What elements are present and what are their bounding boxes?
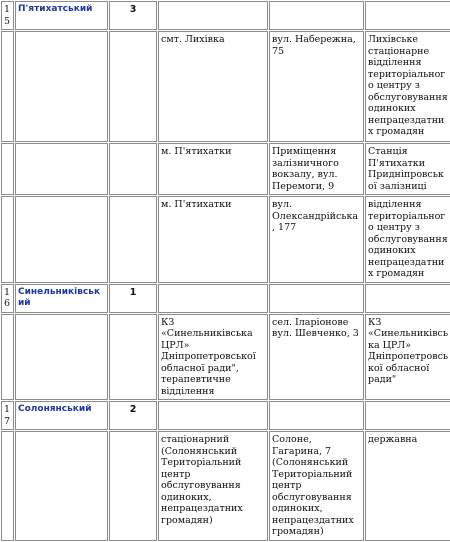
empty-cell xyxy=(15,314,108,401)
institution-cell: державна xyxy=(365,431,450,541)
address-cell: вул. Олександрійська, 177 xyxy=(269,196,364,283)
settlement-cell: стаціонарний (Солонянський Територіальний центр обслуговування одиноких, непрацездатних громадян) xyxy=(158,431,268,541)
settlement-cell: смт. Лихівка xyxy=(158,31,268,142)
district-name[interactable]: Солонянський xyxy=(15,401,108,430)
institution-cell: відділення територіального центру з обслуговування одиноких непрацездатних громадян xyxy=(365,196,450,283)
empty-cell xyxy=(1,196,14,283)
district-name[interactable]: Синельниківський xyxy=(15,284,108,313)
empty-cell xyxy=(269,284,364,313)
district-name[interactable]: П'ятихатський xyxy=(15,1,108,30)
district-number: 17 xyxy=(1,401,14,430)
empty-cell xyxy=(109,196,157,283)
settlement-cell: м. П'ятихатки xyxy=(158,196,268,283)
district-number: 15 xyxy=(1,1,14,30)
settlement-cell: КЗ «Синельниківська ЦРЛ» Дніпропетровської обласної ради", терапевтичне відділення xyxy=(158,314,268,401)
empty-cell xyxy=(1,431,14,541)
address-cell: сел. Іларіонове вул. Шевченко, 3 xyxy=(269,314,364,401)
institution-cell: КЗ «Синельниківська ЦРЛ» Дніпропетровської обласної ради" xyxy=(365,314,450,401)
empty-cell xyxy=(365,1,450,30)
address-cell: вул. Набережна, 75 xyxy=(269,31,364,142)
institution-cell: Лихівське стаціонарне відділення територіального центру з обслуговування одиноких непрацездатних громадян xyxy=(365,31,450,142)
empty-cell xyxy=(109,431,157,541)
empty-cell xyxy=(1,31,14,142)
empty-cell xyxy=(365,284,450,313)
district-count: 1 xyxy=(109,284,157,313)
table-row xyxy=(1,314,450,401)
district-row xyxy=(1,284,450,313)
empty-cell xyxy=(109,314,157,401)
institution-cell: Станція П'ятихатки Придніпровської залізниці xyxy=(365,143,450,195)
district-count: 2 xyxy=(109,401,157,430)
empty-cell xyxy=(269,1,364,30)
address-cell: Солоне, Гагарина, 7 (Солонянський Територіальний центр обслуговування одиноких, непрацездатних громадян) xyxy=(269,431,364,541)
district-number: 16 xyxy=(1,284,14,313)
empty-cell xyxy=(15,431,108,541)
empty-cell xyxy=(269,401,364,430)
district-row xyxy=(1,401,450,430)
table-row xyxy=(1,143,450,195)
empty-cell xyxy=(158,1,268,30)
district-row xyxy=(1,1,450,30)
empty-cell xyxy=(15,143,108,195)
empty-cell xyxy=(1,143,14,195)
empty-cell xyxy=(1,314,14,401)
empty-cell xyxy=(15,196,108,283)
empty-cell xyxy=(109,143,157,195)
district-count: 3 xyxy=(109,1,157,30)
empty-cell xyxy=(158,284,268,313)
empty-cell xyxy=(365,401,450,430)
address-cell: Приміщення залізничного вокзалу, вул. Перемоги, 9 xyxy=(269,143,364,195)
empty-cell xyxy=(158,401,268,430)
table-row xyxy=(1,196,450,283)
table-row xyxy=(1,31,450,142)
empty-cell xyxy=(109,31,157,142)
settlement-cell: м. П'ятихатки xyxy=(158,143,268,195)
empty-cell xyxy=(15,31,108,142)
table-row xyxy=(1,431,450,541)
